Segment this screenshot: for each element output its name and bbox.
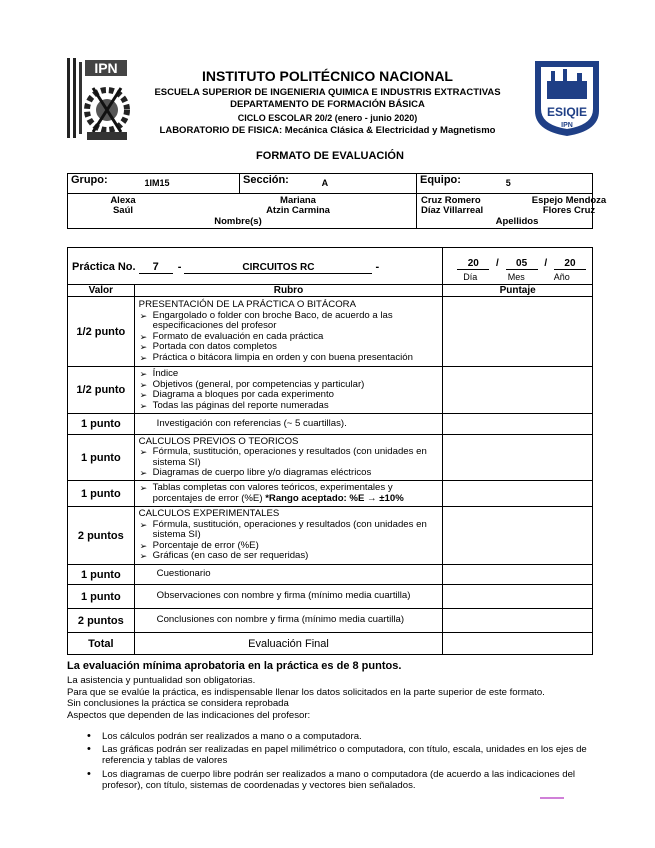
rubric-value: 1 punto	[68, 414, 135, 435]
rubric-item: ➢ Portada con datos completos	[139, 342, 439, 353]
rubric-item: Investigación con referencias (~ 5 cuartillas).	[156, 417, 347, 429]
practica-dash: -	[177, 261, 182, 273]
aspect-item: • Las gráficas podrán ser realizadas en papel milimétrico o computadora, con título, escala, unidades en los ejes de referencia y tablas de valores	[87, 744, 602, 766]
accepted-range: *Rango aceptado: %E → ±10%	[265, 492, 404, 504]
date-month-label: Mes	[507, 272, 525, 282]
rubric-row	[68, 435, 593, 481]
rubric-row	[68, 609, 593, 633]
rubric-item: Observaciones con nombre y firma (mínimo media cuartilla)	[156, 590, 411, 602]
ipn-logo-text: IPN	[94, 60, 118, 76]
date-year-label: Año	[553, 272, 570, 282]
lab-name: LABORATORIO DE FISICA: Mecánica Clásica & Electricidad y Magnetismo	[159, 125, 496, 136]
equipo-value: 5	[505, 178, 511, 188]
rubric-item: ➢ Fórmula, sustitución, operaciones y resultados (con unidades en sistema SI)	[139, 447, 439, 468]
school-name: ESCUELA SUPERIOR DE INGENIERIA QUIMICA E INDUSTRIS EXTRACTIVAS	[154, 87, 501, 98]
form-title: FORMATO DE EVALUACIÓN	[256, 150, 404, 162]
score-cell[interactable]	[443, 481, 593, 507]
aspects-list	[87, 731, 602, 791]
section-title: CALCULOS PREVIOS O TEORICOS	[138, 435, 299, 447]
rubric-item: ➢ Fórmula, sustitución, operaciones y resultados (con unidades en sistema SI)	[139, 520, 439, 541]
date-sep-1: /	[496, 258, 499, 269]
student-name-3: Mariana	[280, 195, 316, 206]
rubric-row	[68, 297, 593, 367]
practica-label: Práctica No.	[72, 261, 136, 273]
practica-name: CIRCUITOS RC	[184, 262, 372, 274]
rubric-item: ➢ Formato de evaluación en cada práctica	[139, 332, 439, 343]
score-cell[interactable]	[443, 297, 593, 367]
date-sep-2: /	[544, 258, 548, 269]
section-title: PRESENTACIÓN DE LA PRÁCTICA O BITÁCORA	[138, 299, 356, 310]
rubric-item: ➢ Diagrama a bloques por cada experimento	[139, 390, 439, 401]
student-name-1: Alexa	[110, 195, 136, 206]
score-cell[interactable]	[443, 609, 593, 633]
aspect-item: • Los diagramas de cuerpo libre podrán ser realizados a mano o computadora (de acuerdo a las indicaciones del profesor), con título, sistemas de coordenadas y vectores bien señalados.	[87, 769, 602, 791]
notes-block	[67, 675, 607, 721]
score-cell[interactable]	[443, 507, 593, 565]
student-name-4: Atzin Carmina	[266, 205, 330, 216]
rubric-item: Cuestionario	[156, 568, 211, 580]
ipn-logo	[63, 58, 133, 143]
rubric-value: 2 puntos	[68, 609, 135, 633]
date-month: 05	[506, 258, 538, 270]
total-label: Total	[68, 633, 135, 655]
score-cell[interactable]	[443, 585, 593, 609]
total-row	[68, 633, 593, 655]
rubric-row	[68, 414, 593, 435]
score-cell[interactable]	[443, 565, 593, 585]
seccion-value: A	[321, 178, 329, 188]
student-surname-3: Espejo Mendoza	[531, 195, 607, 206]
rubric-item: ➢ Gráficas (en caso de ser requeridas)	[139, 551, 439, 562]
rubric-item: ➢ Diagramas de cuerpo libre y/o diagramas eléctricos	[139, 468, 439, 479]
student-surname-2: Díaz Villarreal	[421, 205, 484, 216]
date-year: 20	[554, 258, 586, 270]
rubric-item: Conclusiones con nombre y firma (mínimo media cuartilla)	[156, 614, 405, 626]
rubric-item: ➢ Engargolado o folder con broche Baco, de acuerdo a las especificaciones del profesor	[139, 311, 439, 332]
rubric-item: ➢ Todas las páginas del reporte numeradas	[139, 401, 439, 412]
rubric-item: Tablas completas con valores teóricos, experimentales y porcentajes de error (%E)	[152, 482, 393, 504]
rubric-value: 1 punto	[68, 585, 135, 609]
school-cycle: CICLO ESCOLAR 20/2 (enero - junio 2020)	[237, 113, 418, 123]
date-day: 20	[457, 258, 489, 270]
rubric-row	[68, 585, 593, 609]
date-day-label: Día	[463, 272, 478, 282]
score-cell[interactable]	[443, 367, 593, 414]
header-puntaje: Puntaje	[443, 285, 593, 297]
equipo-label: Equipo:	[420, 174, 461, 186]
rubric-row	[68, 481, 593, 507]
rubric-value: 2 puntos	[68, 507, 135, 565]
rubric-item: ➢ Porcentaje de error (%E)	[139, 541, 439, 552]
rubric-value: 1/2 punto	[68, 367, 135, 414]
student-name-2: Saúl	[112, 205, 134, 216]
note-line: Aspectos que dependen de las indicaciones del profesor:	[67, 709, 311, 721]
apellidos-label: Apellidos	[495, 216, 539, 227]
aspect-item: • Los cálculos podrán ser realizados a mano o a computadora.	[87, 731, 602, 742]
minimum-grade-note: La evaluación mínima aprobatoria en la práctica es de 8 puntos.	[67, 660, 402, 672]
practica-number: 7	[139, 261, 173, 274]
rubric-value: 1/2 punto	[68, 297, 135, 367]
total-score-cell[interactable]	[443, 633, 593, 655]
header-rubro: Rubro	[134, 285, 443, 297]
note-line: Sin conclusiones la práctica se considera reprobada	[67, 698, 289, 710]
rubric-table	[67, 247, 593, 655]
esiqie-logo-sub: IPN	[561, 122, 573, 129]
rubric-value: 1 punto	[68, 435, 135, 481]
practica-dash-2: -	[375, 261, 380, 273]
student-surname-4: Flores Cruz	[542, 205, 596, 216]
grupo-value: 1IM15	[144, 178, 170, 188]
rubric-row	[68, 367, 593, 414]
seccion-label: Sección:	[243, 174, 289, 186]
note-line: La asistencia y puntualidad son obligatorias.	[67, 675, 256, 686]
student-surname-1: Cruz Romero	[421, 195, 481, 206]
score-cell[interactable]	[443, 414, 593, 435]
department-name: DEPARTAMENTO DE FORMACIÓN BÁSICA	[230, 99, 425, 110]
institution-title: INSTITUTO POLITÉCNICO NACIONAL	[202, 68, 453, 84]
header-valor: Valor	[68, 285, 135, 297]
rubric-row	[68, 507, 593, 565]
rubric-item: ➢ Índice	[139, 369, 439, 380]
rubric-item: ➢ Objetivos (general, por competencias y particular)	[139, 380, 439, 391]
nombres-label: Nombre(s)	[214, 216, 262, 227]
student-info-table	[67, 173, 607, 229]
rubric-value: 1 punto	[68, 481, 135, 507]
esiqie-logo-text: ESIQIE	[546, 105, 588, 119]
highlight-mark	[540, 797, 564, 799]
section-title: CALCULOS EXPERIMENTALES	[138, 508, 280, 520]
final-evaluation-label: Evaluación Final	[134, 633, 443, 655]
esiqie-logo	[533, 59, 601, 137]
note-line: Para que se evalúe la práctica, es indispensable llenar los datos solicitados en la parte superior de este formato.	[67, 686, 545, 698]
rubric-item: ➢ Práctica o bitácora limpia en orden y con buena presentación	[139, 353, 439, 364]
rubric-value: 1 punto	[68, 565, 135, 585]
score-cell[interactable]	[443, 435, 593, 481]
rubric-row	[68, 565, 593, 585]
grupo-label: Grupo:	[71, 174, 108, 186]
